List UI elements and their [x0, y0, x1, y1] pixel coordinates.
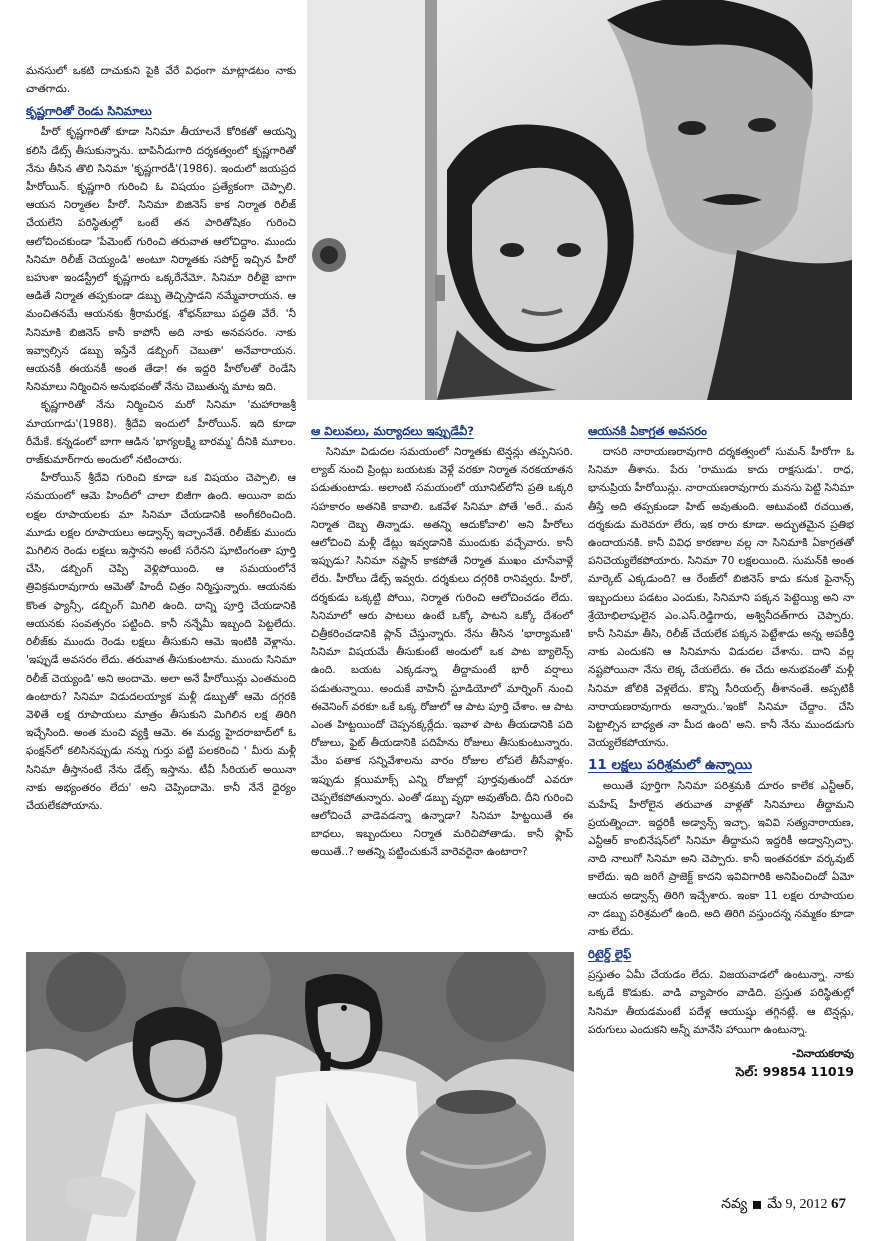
page-footer	[721, 1196, 846, 1215]
heading-11-lakhs: 11 లక్షలు పరిశ్రమలో ఉన్నాయి	[588, 757, 753, 774]
page-number: 67	[831, 1196, 846, 1212]
intro-text: మనసులో ఒకటి దాచుకుని పైకి వేరే విధంగా మాట్లాడటం నాకు చాతగాదు.	[26, 65, 296, 96]
column-3	[588, 418, 854, 1178]
paragraph: ప్రస్తుతం ఏమీ చేయడం లేదు. విజయవాడలో ఉంటున్నా. నాకు ఒక్కడే కొడుకు. వాడి వ్యాపారం వాడిది. ప్రస్తుత పరిస్థితుల్లో సినిమా తీయడమంటే పదేళ్ల ఆయుష్షు తగ్గినట్లే. ఆ టెన్షన్లు, పరుగులు ఎందుకని అన్నీ మానేసి హాయిగా ఉంటున్నా.	[588, 969, 854, 1036]
paragraph: అయితే పూర్తిగా సినిమా పరిశ్రమకి దూరం కాలేక ఎన్టీఆర్, మహేష్ హీరోలైన తరువాత వాళ్లతో సినిమాలు తీద్దామని ప్రయత్నించా. ఇద్దరికీ అడ్వాన్స్ ఇచ్చా. ఇవివి సత్యనారాయణ, ఎన్టీఆర్ కాంబినేషన్‌లో సినిమా తీద్దామని ఇద్దరికీ అడ్వాన్సిచ్చా. నాది నాలుగో సినిమా అని చెప్పారు. కానీ ఇంతవరకూ వర్కవుట్ కాలేదు. ఇది జరిగే ప్రాజెక్ట్ కాదని ఇవివిగారికి అనిపించిందో ఏమో ఆయన అడ్వాన్స్ తిరిగి ఇచ్చేశారు. ఇంకా 11 లక్షల రూపాయల నా డబ్బు పరిశ్రమలో ఉంది. అది తిరిగి వస్తుందన్న నమ్మకం కూడా నాకు లేదు.	[588, 780, 854, 939]
paragraph: హీరోయిన్ శ్రీదేవి గురించి కూడా ఒక విషయం చెప్పాలి. ఆ సమయంలో ఆమె హిందీలో చాలా బిజీగా ఉంది. అయినా ఐదు లక్షల రూపాయలకు మా సినిమా చేయడానికి అంగీకరించింది. మూడు లక్షల రూపాయలు అడ్వాన్స్ ఇచ్చాంనేతే. రిలీజ్‌కు ముందు మిగిలిన రెండు లక్షలు ఇస్తానని అంటే సరేనని షూటింగంతా పూర్తి చేసి, డబ్బింగ్ చెప్పి వెళ్లిపోయింది. ఆ సమయంలోనే త్రివిక్రమరావుగారు ఆమెతో హిందీ చిత్రం నిర్మిస్తున్నారు. ఆయనకు కొంత ఫ్యాన్సీ, డబ్బింగ్ మిగిలి ఉంది. దాన్ని పూర్తి చేయడానికి ఆయనకు సంవత్సరం పట్టింది. కానీ నన్నేమీ ఇబ్బంది పెట్టలేదు. రిలీజ్‌కు ముందు రెండు లక్షలు తీసుకుని ఆమె ఇంటికి వెళ్లాను. 'ఇప్పుడే అవసరం లేదు. తరువాత తీసుకుంటాను. ముందు సినిమా రిలీజ్ చెయ్యండి' అని అందామె. అలా అనే హీరోయిన్లు ఎంతమంది ఉంటారు? సినిమా విడుదలయ్యాక మళ్లీ డబ్బుతో ఆమె దగ్గరకి వెళితే లక్ష రూపాయలు మాత్రం తీసుకుని మిగిలిన లక్ష తిరిగి ఇచ్చేసింది. అంత మంచి వ్యక్తి ఆమె. ఈ మధ్య హైదరాబాద్‌లో ఓ ఫంక్షన్‌లో కలిసినప్పుడు నన్ను గుర్తు పట్టి పలకరించి ' మీరు మళ్లీ సినిమా తీస్తానంటే నేను డేట్స్ ఇస్తాను. టీవీ సీరియల్ అయినా నాకు అభ్యంతరం లేదు' అని చెప్పిందామె. కానీ నేనే ధైర్యం చేయలేకపోయాను.	[26, 472, 296, 812]
column-1	[26, 62, 296, 970]
top-photo	[307, 0, 852, 400]
paragraph: కృష్ణగారితో నేను నిర్మించిన మరో సినిమా 'మహారాజశ్రీ మాయగాడు'(1988). శ్రీదేవి ఇందులో హీరోయిన్. ఇది కూడా రీమేకే. కన్నడంలో బాగా ఆడిన 'భాగ్యలక్ష్మి బారమ్మ' దీనికి మూలం. రాజ్‌కుమార్‌గారు అందులో నటించారు.	[26, 399, 296, 467]
issue-date: మే 9, 2012	[767, 1197, 828, 1212]
bottom-photo	[26, 952, 574, 1241]
film-still-bottom	[26, 952, 574, 1241]
film-still-top	[307, 0, 852, 400]
magazine-name: నవ్య	[721, 1197, 748, 1212]
column-2	[311, 418, 573, 938]
heading-krishna: కృష్ణగారితో రెండు సినిమాలు	[26, 104, 152, 119]
author-signature: -వినాయకరావు	[791, 1048, 854, 1061]
paragraph: హీరో కృష్ణగారితో కూడా సినిమా తీయాలనే కోరికతో ఆయన్ని కలిసి డేట్స్ తీసుకున్నాను. బాపినీడుగారి దర్శకత్వంలో కృష్ణగారితో నేను తీసిన తొలి సినిమా 'కృష్ణగారడీ'(1986). ఇందులో జయప్రద హీరోయిన్. కృష్ణగారి గురించి ఓ విషయం ప్రత్యేకంగా చెప్పాలి. ఆయన నిర్మాతల హీరో. సినిమా బిజినెస్ కాక నిర్మాత రిలీజ్ చేయలేని పరిస్థితుల్లో ఒంటే తన పారితోషికం గురించి ఆలోచించకుండా 'పేమెంట్ గురించి తరువాత ఆలోచిద్దాం. ముందు సినిమా రిలీజ్ చెయ్యండి' అంటూ నిర్మాతకు సపోర్ట్ ఇచ్చిన హీరో బహుశా ఇండస్ట్రీలో కృష్ణగారు ఒక్కరేనేమో. సినిమా రిలీజై బాగా ఆడితే నిర్మాత తప్పకుండా డబ్బు తెచ్చిస్తాడని నమ్మేవారాయన. ఆ మంచితనమే ఆయనకు శ్రీరామరక్ష. శోభన్‌బాబు పద్ధతి వేరే. 'నీ సినిమాకి బిజినెస్ కానీ కాపోనీ అది నాకు అనవసరం. నాకు ఇవ్వాల్సిన డబ్బు ఇస్తేనే డబ్బింగ్ చెబుతా' అనేవారాయన. ఆయనకీ ఈయనకీ అంత తేడా! ఈ ఇద్దరి హీరోలతో రెండేసి సినిమాలు నిర్మించిన అనుభవంతో నేను చెబుతున్న మాట ఇది.	[26, 126, 296, 394]
heading-values: ఆ విలువలు, మర్యాదలు ఇప్పుడేవీ?	[311, 424, 474, 438]
author-phone: సెల్: 99854 11019	[735, 1064, 854, 1080]
paragraph: సినిమా విడుదల సమయంలో నిర్మాతకు టెన్షన్లు తప్పనిసరి. ల్యాబ్ నుంచి ప్రింట్లు బయటకు వెళ్లే వరకూ నిర్మాత నరకయాతన పడుతుంటాడు. అలాంటి సమయంలో యూనిట్‌లోని ప్రతి ఒక్కరి సహకారం అతనికి కావాలి. ఒకవేళ సినిమా పోతే 'అరే.. మన నిర్మాత దెబ్బ తిన్నాడు. అతన్ని ఆదుకోవాలి' అని హీరోలు ఆలోచించి మళ్లీ డేట్లు ఇవ్వడానికి ముందుకు వచ్చేవారు. కానీ ఇప్పుడు? సినిమా నష్టాన్ కాకపోతే నిర్మాత ముఖం చూసేవాళ్లే లేరు. హీరోలు డేట్స్ ఇవ్వరు. దర్శకులు దగ్గరికి రానివ్వరు. హీరో, దర్శకుడు ఒక్కట్టి పోయి, నిర్మాత గురించి ఆలోచించడం లేదు. సినిమాలో ఆరు పాటలు ఉంటే ఒక్కో పాటని ఒక్కో దేశంలో చిత్రీకరించడానికి ప్లాన్ చేస్తున్నారు. నేను తీసిన 'భార్యామణి' సినిమా విషయమే తీసుకుంటే అందులో ఒక పాట బ్యాలెన్స్ ఉంది. బయట ఎక్కడన్నా తీద్దామంటే భారీ వర్షాలు పడుతున్నాయి. అందుకే వాహినీ స్టూడియోలో మార్నింగ్ నుంచి ఈవెనింగ్ వరకూ ఒకే ఒక్క రోజులో ఆ పాట పూర్తి చేశాం. ఆ పాట ఎంత హిట్టయిందో చెప్పనక్కర్లేదు. ఇవాళ పాట తీయడానికి పది రోజులు, ఫైట్ తీయడానికి పదిహేను రోజులు తీసుకుంటున్నారు. మేం పతాక సన్నివేశాలను వారం రోజుల లోపలే తీసేవాళ్లం. ఇప్పుడు క్లయిమాక్స్ ఎన్ని రోజుల్లో పూర్తవుతుందో ఎవరూ చెప్పలేకపోతున్నారు. ఎంతో డబ్బు వృథా అవుతోంది. దీని గురించి ఆలోచించే వాడెవడన్నా ఉన్నాడా? సినిమా హిట్టయితే ఈ బాధలు, ఇబ్బందులు నిర్మాత మరిచిపోతాడు. కానీ ఫ్లాప్ అయితే..? అతన్ని పట్టించుకునే వారెవరైనా ఉంటారా?	[311, 446, 573, 859]
square-bullet-icon	[753, 1201, 761, 1209]
heading-concentration: ఆయనకి ఏకాగ్రత అవసరం	[588, 424, 707, 438]
paragraph: దాసరి నారాయణరావుగారి దర్శకత్వంలో సుమన్ హీరోగా ఓ సినిమా తీశాను. పేరు 'రాముడు కాదు రాక్షసుడు'. రాధ, భానుప్రియ హీరోయిన్లు. నారాయణరావుగారు మనసు పెట్టి సినిమా తీస్తే అది తప్పకుండా హిట్ అవుతుంది. అటువంటి రచయిత, దర్శకుడు మరెవరూ లేరు, ఇక రారు కూడా. అద్భుతమైన ప్రతిభ ఉందాయనకి. కానీ వివిధ కారణాల వల్ల నా సినిమాకి ఏకాగ్రతతో పనిచెయ్యలేకపోయారు. సినిమా 70 లక్షలయింది. సుమన్‌కి అంత మార్కెట్ ఎక్కడుంది? ఆ రేంజ్‌లో బిజినెస్ కాదు కనుక ఫైనాన్స్ ఇబ్బందులు పడటం ఎందుకు, సినిమాని పక్కన పెట్టెయ్యి అని నా శ్రేయోభిలాషులైన ఎం.ఎస్.రెడ్డిగారు, అశ్వినీదత్‌గారు చెప్పారు. కానీ సినిమా తీసి, రిలీజ్ చేయలేక పక్కన పెట్టేశాడు అన్న అపకీర్తి నాకు ఎందుకని ఆ సినిమాను విడుదల చేశాను. దాని వల్ల నష్టపోయినా నేను లెక్క చేయలేదు. ఈ చేదు అనుభవంతో మళ్లీ సినిమా జోలికి వెళ్లలేదు. కొన్ని సీరియల్స్ తీశానంతే. అప్పటికీ నారాయణరావుగారు అన్నారు..'ఇంకో సినిమా చేద్దాం. చేసి పెట్టాల్సిన బాధ్యత నా మీద ఉంది' అని. కానీ నేను ముందడుగు వెయ్యలేకపోయాను.	[588, 446, 854, 750]
heading-retired-life: రిటైర్డ్ లైఫ్	[588, 947, 632, 962]
